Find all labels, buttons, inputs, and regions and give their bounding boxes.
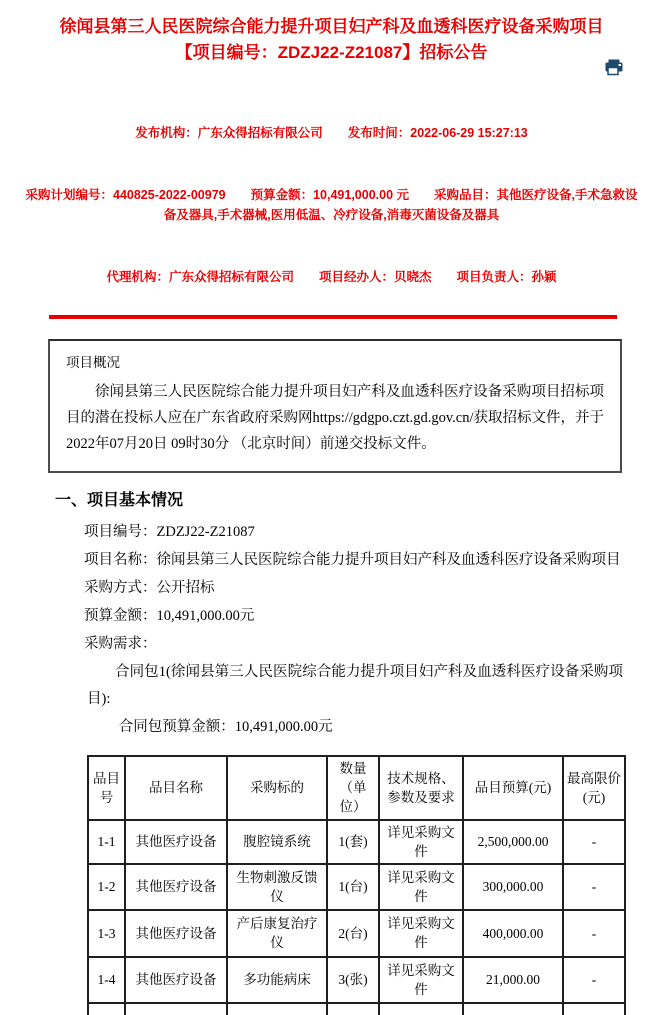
cell-spec: 详见采购文件: [379, 864, 463, 910]
cell-quantity: 3(张): [327, 957, 379, 1003]
cell-target: 多功能病床: [227, 957, 327, 1003]
table-row: [88, 957, 625, 1003]
cell-item-no: 1-1: [88, 820, 125, 864]
contract-package-line: 合同包1(徐闻县第三人民医院综合能力提升项目妇产科及血透科医疗设备采购项目):: [87, 663, 623, 707]
procurement-method-label: 采购方式：: [84, 579, 157, 596]
cell-spec: 详见采购文件: [379, 820, 463, 864]
page-title-line1: 徐闻县第三人民医院综合能力提升项目妇产科及血透科医疗设备采购项目: [59, 17, 604, 36]
demand-label-line: 采购需求：: [84, 635, 157, 652]
meta-line-agency-contacts: 代理机构：广东众得招标有限公司 项目经办人：贝晓杰 项目负责人：孙颖: [106, 269, 557, 284]
section1-heading: 一、项目基本情况: [55, 491, 184, 509]
cell-budget: 21,000.00: [463, 957, 563, 1003]
cell-target: 生物刺激反馈仪: [227, 864, 327, 910]
cell-budget: 300,000.00: [463, 864, 563, 910]
cell-max-price: -: [563, 864, 625, 910]
page-title: [30, 14, 633, 66]
budget-amount-value: 10,491,000.00元: [156, 607, 255, 624]
project-number-value: ZDZJ22-Z21087: [156, 523, 255, 540]
cell-item-name: 其他医疗设备: [125, 957, 227, 1003]
cell-max-price: -: [563, 820, 625, 864]
cell-budget: 2,500,000.00: [463, 820, 563, 864]
publish-meta: [24, 82, 640, 308]
col-header-quantity: 数量（单位）: [327, 756, 379, 820]
project-name-line: [55, 547, 623, 574]
budget-amount-label: 预算金额：: [84, 607, 157, 624]
section1-details: [55, 519, 623, 741]
cell-item-name: 其他医疗设备: [125, 820, 227, 864]
col-header-spec: 技术规格、参数及要求: [379, 756, 463, 820]
cell-max-price: -: [563, 957, 625, 1003]
table-row: [88, 910, 625, 957]
cell-quantity: 2(台): [327, 910, 379, 957]
budget-amount-line: [55, 603, 623, 630]
col-header-target: 采购标的: [227, 756, 327, 820]
package-budget-label: 合同包预算金额：: [118, 718, 235, 735]
cell-spec: 详见采购文件: [379, 957, 463, 1003]
items-table-header-row: [88, 756, 625, 820]
print-button[interactable]: [605, 59, 623, 76]
meta-line-publisher-time: 发布机构：广东众得招标有限公司 发布时间：2022-06-29 15:27:13: [135, 126, 528, 140]
table-row: [88, 820, 625, 864]
items-table: [87, 755, 626, 1015]
project-name-value: 徐闻县第三人民医院综合能力提升项目妇产科及血透科医疗设备采购项目: [156, 551, 621, 568]
package-budget-line: [55, 714, 623, 741]
cell-target: 产后康复治疗仪: [227, 910, 327, 957]
cell-item-no: 1-2: [88, 864, 125, 910]
red-divider: [49, 315, 617, 319]
project-number-line: [55, 519, 623, 546]
cell-item-no: 1-3: [88, 910, 125, 957]
procurement-announcement-page: [0, 14, 663, 997]
procurement-method-line: [55, 575, 623, 602]
cell-item-name: 其他医疗设备: [125, 864, 227, 910]
printer-icon: [605, 59, 623, 76]
col-header-item-no: 品目号: [88, 756, 125, 820]
cell-item-no: 1-4: [88, 957, 125, 1003]
cell-target: 腹腔镜系统: [227, 820, 327, 864]
overview-heading: 项目概况: [66, 354, 120, 370]
cell-spec: 详见采购文件: [379, 910, 463, 957]
page-title-line2: 【项目编号：ZDZJ22-Z21087】招标公告: [175, 43, 488, 62]
overview-body: 徐闻县第三人民医院综合能力提升项目妇产科及血透科医疗设备采购项目招标项目的潜在投标人应在广东省政府采购网https://gdgpo.czt.gd.gov.cn/获取招标文件，并于 2022年07月20日 09时30分 （北京时间）前递交投标文件。: [66, 383, 604, 452]
cell-quantity: 1(套): [327, 820, 379, 864]
procurement-method-value: 公开招标: [156, 579, 215, 596]
project-overview-box: [48, 339, 622, 473]
col-header-max-price: 最高限价(元): [563, 756, 625, 820]
project-name-label: 项目名称：: [84, 551, 157, 568]
cell-item-name: 其他医疗设备: [125, 910, 227, 957]
cell-max-price: -: [563, 910, 625, 957]
project-number-label: 项目编号：: [84, 523, 157, 540]
col-header-budget: 品目预算(元): [463, 756, 563, 820]
table-row: [88, 864, 625, 910]
package-budget-value: 10,491,000.00元: [234, 718, 333, 735]
table-row-clipped: [88, 1003, 625, 1015]
cell-budget: 400,000.00: [463, 910, 563, 957]
cell-quantity: 1(台): [327, 864, 379, 910]
col-header-item-name: 品目名称: [125, 756, 227, 820]
meta-line-plan-budget-items: 采购计划编号：440825-2022-00979 预算金额：10,491,000.00 元 采购品目：其他医疗设备,手术急救设备及器具,手术器械,医用低温、冷疗设备,消毒灭菌设备及器具: [25, 187, 638, 222]
